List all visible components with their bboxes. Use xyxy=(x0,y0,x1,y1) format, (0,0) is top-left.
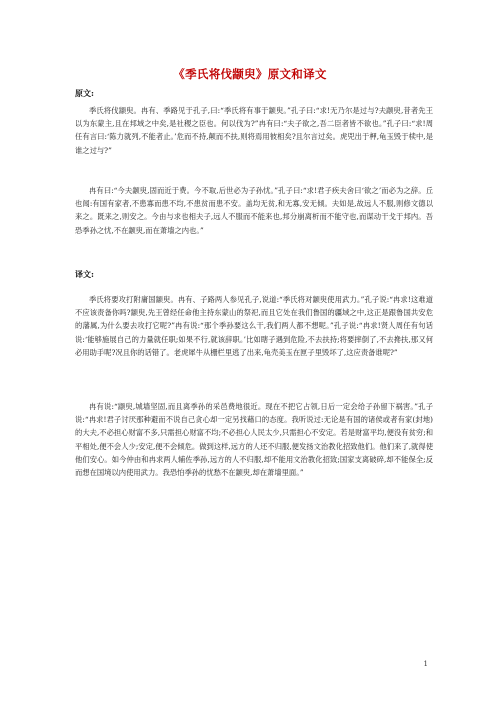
original-paragraph-2: 冉有曰:“今夫颛臾,固而近于费。今不取,后世必为子孙忧。”孔子曰:“求!君子疾夫舍曰‘欲之’而必为之辞。丘也闻:有国有家者,不患寡而患不均,不患贫而患不安。盖均无贫,和无寡,安无倾。夫如是,故远人不服,则修文德以来之。既来之,则安之。今由与求也相夫子,远人不服而不能来也,邦分崩离析而不能守也,而谋动干戈于邦内。吾恐季孙之忧,不在颛臾,而在萧墙之内也。” xyxy=(75,186,433,235)
document-title: 《季氏将伐颛臾》原文和译文 xyxy=(173,67,327,81)
page-number-text: 1 xyxy=(423,660,428,668)
translation-heading: 译文: xyxy=(75,269,94,279)
page-number xyxy=(0,660,492,668)
original-paragraph-1: 季氏将伐颛臾。冉有、季路见于孔子,曰:“季氏将有事于颛臾。”孔子曰:“求!无乃尔是过与?夫颛臾,昔者先王以为东蒙主,且在邦域之中矣,是社稷之臣也。何以伐为?”冉有曰:“夫子欲之,吾二臣者皆不欲也。”孔子曰:“求!周任有言曰:‘陈力就列,不能者止。’危而不持,颠而不扶,则将焉用彼相矣?且尔言过矣。虎兕出于柙,龟玉毁于椟中,是谁之过与?” xyxy=(75,106,433,155)
translation-paragraph-1: 季氏将要攻打附庸国颛臾。冉有、子路两人参见孔子,说道:“季氏将对颛臾使用武力。”孔子说:“冉求!这难道不应该责备你吗?颛臾,先王曾经任命他主持东蒙山的祭祀,而且它处在我们鲁国的疆域之中,这正是跟鲁国共安危的藩属,为什么要去攻打它呢?”冉有说:“那个季孙要这么干,我们两人都不想呢。”孔子说:“冉求!贤人周任有句话说:‘能够施展自己的力量就任职;如果不行,就该辞职。’比如瞎子遇到危险,不去扶持;将要摔倒了,不去搀扶,那又何必用助手呢?况且你的话错了。老虎犀牛从栅栏里逃了出来,龟壳美玉在匣子里毁坏了,这应责备谁呢?” xyxy=(75,295,433,357)
original-heading: 原文: xyxy=(75,88,94,98)
translation-paragraph-2: 冉有说:“颛臾,城墙坚固,而且离季孙的采邑费地很近。现在不把它占领,日后一定会给子孙留下祸害。”孔子说:“冉求!君子讨厌那种避而不说自己贪心却一定另找藉口的态度。我听说过:无论是有国的诸侯或者有家(封地)的大夫,不必担心财富不多,只需担心财富不均;不必担心人民太少,只需担心不安定。若是财富平均,便没有贫穷;和平相处,便不会人少;安定,便不会倾危。做到这样,远方的人还不归服,便发扬文治教化招致他们。他们来了,就得使他们安心。如今仲由和冉求两人辅佐季孙,远方的人不归服,却不能用文治教化招致;国家支离破碎,却不能保全;反而想在国境以内使用武力。我恐怕季孙的忧愁不在颛臾,却在萧墙里面。” xyxy=(75,402,433,478)
